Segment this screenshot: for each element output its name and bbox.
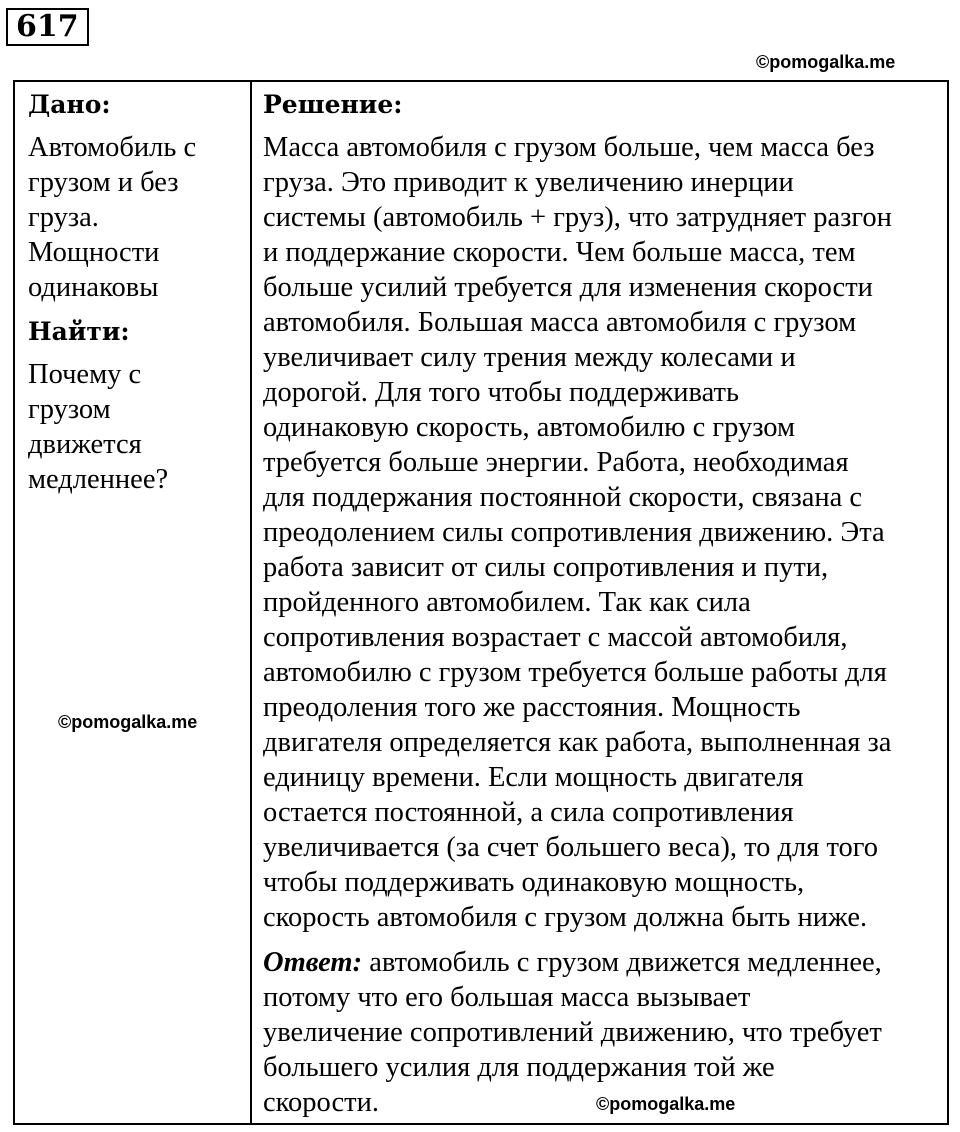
answer-first-line (263, 945, 943, 980)
solution-line: груза. Это приводит к увеличению инерции (263, 167, 794, 198)
given-text (28, 130, 238, 305)
given-line: грузом и без (28, 167, 179, 198)
solution-line: чтобы поддерживать одинаковую мощность, (263, 867, 805, 898)
solution-line: увеличивается (за счет большего веса), то для того (263, 832, 879, 863)
find-line: грузом (28, 394, 111, 425)
given-column (28, 88, 238, 497)
answer-line: большего усилия для поддержания той же (263, 1052, 775, 1083)
solution-line: автомобилю с грузом требуется больше работы для (263, 657, 887, 688)
find-line: медленнее? (28, 464, 169, 495)
solution-heading: Решение: (263, 90, 403, 119)
find-text (28, 357, 238, 497)
solution-table (13, 80, 949, 1125)
answer-line: автомобиль с грузом движется медленнее, (362, 947, 882, 978)
solution-line: преодолением силы сопротивления движению. Эта (263, 517, 885, 548)
solution-line: одинаковую скорость, автомобилю с грузом (263, 412, 796, 443)
answer-line: увеличение сопротивлений движению, что требует (263, 1017, 882, 1048)
column-divider (250, 82, 252, 1123)
answer-line: потому что его большая масса вызывает (263, 982, 751, 1013)
solution-line: для поддержания постоянной скорости, связана с (263, 482, 863, 513)
solution-line: Масса автомобиля с грузом больше, чем масса без (263, 132, 875, 163)
solution-column (263, 88, 943, 1120)
given-line: одинаковы (28, 272, 159, 303)
solution-line: системы (автомобиль + груз), что затрудняет разгон (263, 202, 892, 233)
solution-line: сопротивления возрастает с массой автомобиля, (263, 622, 848, 653)
solution-line: увеличивает силу трения между колесами и (263, 342, 796, 373)
find-line: движется (28, 429, 142, 460)
solution-line: требуется больше энергии. Работа, необходимая (263, 447, 849, 478)
solution-line: единицу времени. Если мощность двигателя (263, 762, 804, 793)
solution-line: и поддержание скорости. Чем больше масса, тем (263, 237, 856, 268)
problem-number: 617 (6, 8, 89, 46)
solution-text (263, 130, 943, 935)
solution-line: двигателя определяется как работа, выполненная за (263, 727, 892, 758)
solution-line: автомобиля. Большая масса автомобиля с грузом (263, 307, 857, 338)
solution-line: больше усилий требуется для изменения скорости (263, 272, 873, 303)
given-line: груза. (28, 202, 99, 233)
find-heading: Найти: (28, 317, 130, 346)
solution-line: преодоления того же расстояния. Мощность (263, 692, 801, 723)
watermark-top: ©pomogalka.me (756, 52, 896, 72)
solution-line: пройденного автомобилем. Так как сила (263, 587, 751, 618)
given-line: Автомобиль с (28, 132, 197, 163)
solution-line: скорость автомобиля с грузом должна быть ниже. (263, 902, 868, 933)
watermark-bottom: ©pomogalka.me (596, 1094, 736, 1114)
watermark-left: ©pomogalka.me (58, 712, 198, 732)
answer-line: скорости. (263, 1087, 379, 1118)
given-line: Мощности (28, 237, 160, 268)
solution-line: работа зависит от силы сопротивления и пути, (263, 552, 829, 583)
solution-line: остается постоянной, а сила сопротивления (263, 797, 794, 828)
given-heading: Дано: (28, 90, 111, 119)
solution-line: дорогой. Для того чтобы поддерживать (263, 377, 739, 408)
find-line: Почему с (28, 359, 142, 390)
answer-label: Ответ: (263, 947, 363, 978)
